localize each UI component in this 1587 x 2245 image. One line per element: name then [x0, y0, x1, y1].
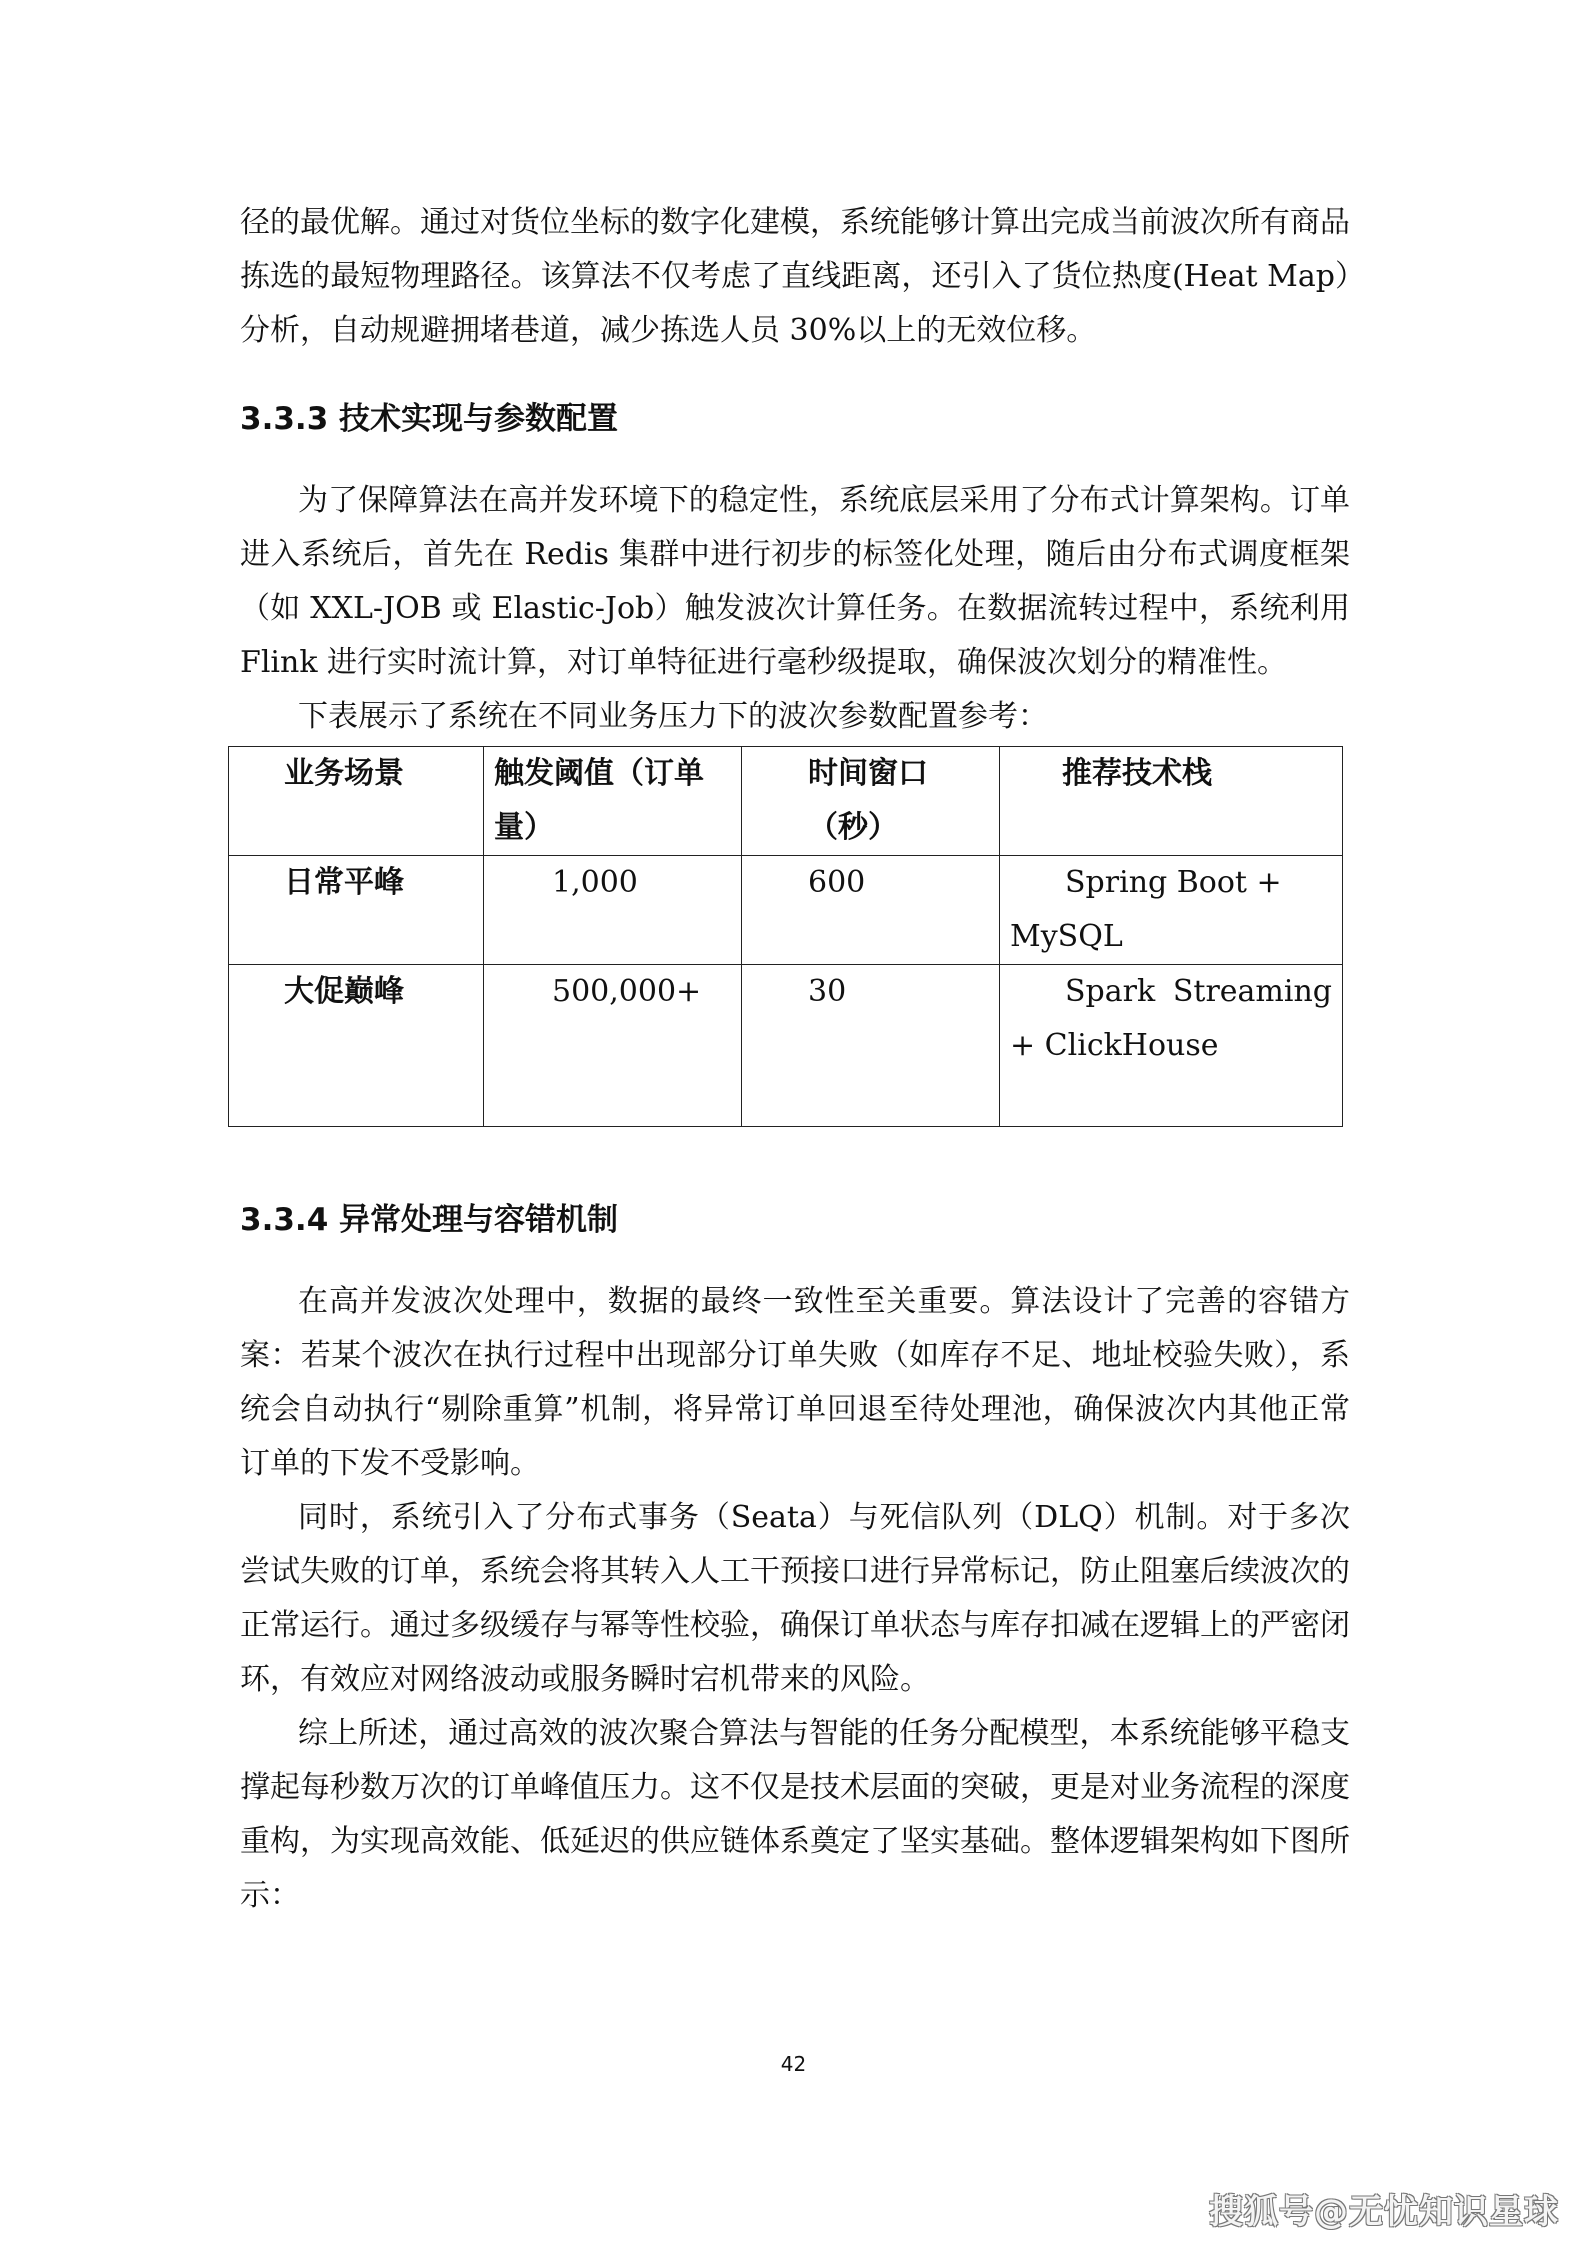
section-3-3-4-paragraph: 在高并发波次处理中，数据的最终一致性至关重要。算法设计了完善的容错方案：若某个波次在执行过程中出现部分订单失败（如库存不足、地址校验失败），系统会自动执行“剔除重算”机制，将异常订单回退至待处理池，确保波次内其他正常订单的下发不受影响。	[240, 1284, 1350, 1481]
cell-scenario: 大促巅峰	[229, 965, 484, 1127]
cell-stack: Spring Boot + MySQL	[1000, 856, 1343, 965]
header-scenario: 业务场景	[229, 747, 484, 856]
cell-window: 600	[742, 856, 1000, 965]
page-content	[240, 196, 1350, 1923]
section-3-3-4-paragraph: 综上所述，通过高效的波次聚合算法与智能的任务分配模型，本系统能够平稳支撑起每秒数万次的订单峰值压力。这不仅是技术层面的突破，更是对业务流程的深度重构，为实现高效能、低延迟的供应链体系奠定了坚实基础。整体逻辑架构如下图所示：	[240, 1716, 1350, 1913]
section-3-3-4-heading: 3.3.4 异常处理与容错机制	[240, 1202, 619, 1238]
section-3-3-3-paragraph: 为了保障算法在高并发环境下的稳定性，系统底层采用了分布式计算架构。订单进入系统后，首先在 Redis 集群中进行初步的标签化处理，随后由分布式调度框架（如 XXL-JOB 或 Elastic-Job）触发波次计算任务。在数据流转过程中，系统利用 Flink 进行实时流计算，对订单特征进行毫秒级提取，确保波次划分的精准性。	[240, 483, 1350, 680]
watermark: 搜狐号@无忧知识星球	[1209, 2192, 1559, 2232]
table-header-row	[229, 747, 1343, 856]
cell-window: 30	[742, 965, 1000, 1127]
header-stack: 推荐技术栈	[1000, 747, 1343, 856]
cell-threshold: 1,000	[484, 856, 742, 965]
header-threshold-text: 触发阈值（订单量）	[494, 756, 704, 845]
intro-paragraph: 径的最优解。通过对货位坐标的数字化建模，系统能够计算出完成当前波次所有商品拣选的最短物理路径。该算法不仅考虑了直线距离，还引入了货位热度(Heat Map）分析，自动规避拥堵巷道，减少拣选人员 30%以上的无效位移。	[240, 205, 1350, 348]
header-threshold	[484, 747, 742, 856]
cell-scenario: 日常平峰	[229, 856, 484, 965]
section-3-3-4-paragraph: 同时，系统引入了分布式事务（Seata）与死信队列（DLQ）机制。对于多次尝试失败的订单，系统会将其转入人工干预接口进行异常标记，防止阻塞后续波次的正常运行。通过多级缓存与幂等性校验，确保订单状态与库存扣减在逻辑上的严密闭环，有效应对网络波动或服务瞬时宕机带来的风险。	[240, 1500, 1350, 1697]
header-window: 时间窗口（秒）	[742, 747, 1000, 856]
wave-parameter-table	[228, 746, 1343, 1127]
cell-stack: Spark Streaming + ClickHouse	[1000, 965, 1343, 1127]
table-row	[229, 965, 1343, 1127]
cell-threshold: 500,000+	[484, 965, 742, 1127]
table-intro: 下表展示了系统在不同业务压力下的波次参数配置参考：	[298, 699, 1048, 734]
page-number: 42	[780, 2052, 807, 2076]
table-row	[229, 856, 1343, 965]
section-3-3-3-heading: 3.3.3 技术实现与参数配置	[240, 401, 619, 437]
